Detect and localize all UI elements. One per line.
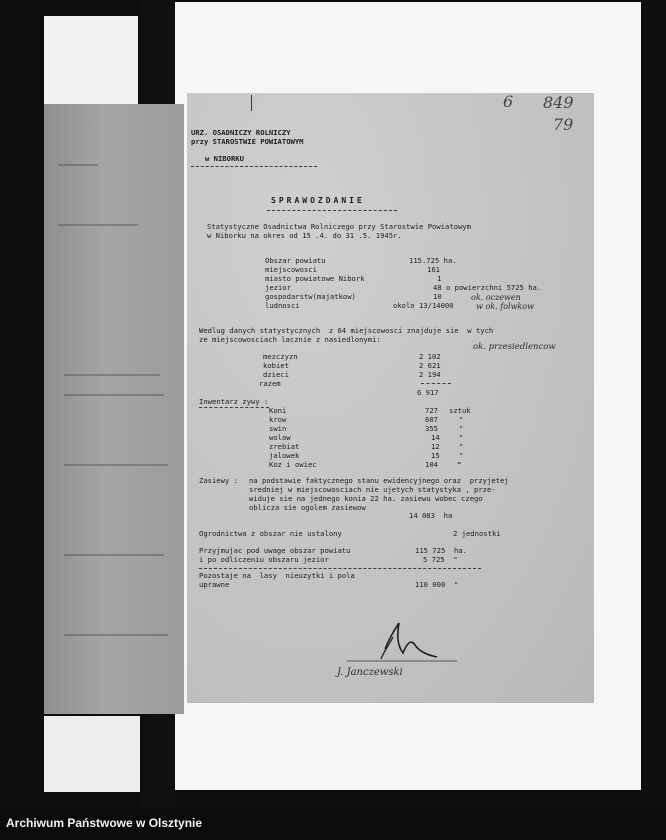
header-line-3: w NIBORKU — [205, 154, 244, 163]
livestock-unit: " — [459, 424, 464, 433]
population-intro-line-1: Wedlug danych statystycznych z 64 miejscowosci znajduje sie w tych — [199, 326, 494, 335]
livestock-value: 15 — [431, 451, 440, 460]
livestock-label: zrebiat — [269, 442, 300, 451]
livestock-unit: " — [457, 460, 462, 469]
stats-label: miejscowosci — [265, 265, 317, 274]
stats-label: Obszar powiatu — [265, 256, 326, 265]
livestock-label: jalowek — [269, 451, 300, 460]
left-sheet-bottom — [44, 716, 148, 792]
bleed-through-line — [58, 164, 98, 166]
bleed-through-line — [64, 374, 160, 376]
livestock-title: Inwentarz zywy : — [199, 397, 269, 406]
livestock-value: 607 — [425, 415, 438, 424]
signature-scribble — [337, 615, 467, 675]
archive-footer: Archiwum Państwowe w Olsztynie — [6, 816, 203, 830]
bleed-through-line — [64, 634, 168, 636]
livestock-unit: sztuk — [449, 406, 471, 415]
livestock-label: Koni — [269, 406, 287, 415]
population-label: kobiet — [263, 361, 289, 370]
header-underline — [191, 166, 317, 167]
population-value: 2 102 — [419, 352, 441, 361]
population-label: dzieci — [263, 370, 289, 379]
calc-line-2-label: i po odliczeniu obszaru jezior — [199, 555, 329, 564]
calc-line-1-value: 115 725 ha. — [415, 546, 467, 555]
stats-value: 1 — [437, 274, 442, 283]
sowing-line-4: oblicza sie ogolem zasiewow — [249, 503, 366, 512]
stats-value: 115.725 ha. — [409, 256, 457, 265]
sowing-line-2: sredniej w miejscowosciach nie ujetych statystyka , prze- — [249, 485, 496, 494]
livestock-label: swin — [269, 424, 287, 433]
header-line-1: URZ. OSADNICZY ROLNICZY — [191, 128, 291, 137]
sowing-line-1: na podstawie faktycznego stanu ewidencyjnego oraz przyjetej — [249, 476, 509, 485]
document-title: SPRAWOZDANIE — [271, 196, 365, 205]
population-handwritten-note: ok. przesiedlencow — [473, 342, 556, 352]
folio-number-a: 6 — [503, 92, 514, 111]
population-sum-line — [421, 383, 451, 384]
bleed-through-line — [58, 224, 138, 226]
livestock-value: 355 — [425, 424, 438, 433]
livestock-label: Koz i owiec — [269, 460, 317, 469]
stats-label: ludnosci — [265, 301, 300, 310]
livestock-unit: " — [459, 451, 464, 460]
livestock-value: 12 — [431, 442, 440, 451]
calc-line-3-label: Pozostaje na lasy nieuzytki i pola — [199, 571, 355, 580]
population-label: mezczyzn — [263, 352, 298, 361]
population-label: razem — [259, 379, 281, 388]
calc-line-1-label: Przyjmujac pod uwage obszar powiatu — [199, 546, 351, 555]
header-line-2: przy STAROSTWIE POWIATOWYM — [191, 137, 304, 146]
title-underline — [267, 210, 397, 211]
intro-line-2: w Niborku na okres od 15 .4. do 31 .5. 1945r. — [207, 231, 402, 240]
population-total: 6 917 — [417, 388, 439, 397]
pencil-mark — [251, 95, 252, 111]
gardens-value: 2 jednostki — [453, 529, 501, 538]
intro-line-1: Statystyczne Osadnictwa Rolniczego przy Starostwie Powiatowym — [207, 222, 471, 231]
livestock-label: krow — [269, 415, 287, 424]
stats-value: okolo 13/14000 — [393, 301, 454, 310]
population-intro-line-2: ze miejscowosciach lacznie z nasiedlonymi: — [199, 335, 381, 344]
stats-value: 161 — [427, 265, 440, 274]
document-page — [187, 93, 594, 703]
folio-number-c: 79 — [553, 115, 574, 134]
bleed-through-line — [64, 394, 164, 396]
calc-line-4-label: uprawne — [199, 580, 230, 589]
stats-label: gospodarstw(majatkow) — [265, 292, 356, 301]
folio-number-b: 849 — [543, 93, 574, 112]
left-sheet-top — [44, 16, 138, 104]
livestock-label: wolow — [269, 433, 291, 442]
calc-line-2-value: 5 725 " — [423, 555, 458, 564]
stats-value: 10 — [433, 292, 442, 301]
sowing-total: 14 083 ha — [409, 511, 453, 520]
stats-handwritten-note: ok. oczewen w ok. folwkow — [471, 293, 534, 311]
livestock-title-underline — [199, 407, 269, 408]
bleed-through-line — [64, 554, 164, 556]
livestock-unit: " — [459, 442, 464, 451]
signature-name: J. Janczewski — [337, 667, 403, 678]
bleed-through-line — [64, 464, 168, 466]
livestock-value: 104 — [425, 460, 438, 469]
stats-value: 48 o powierzchni 5725 ha. — [433, 283, 542, 292]
livestock-value: 727 — [425, 406, 438, 415]
sowing-label: Zasiewy : — [199, 476, 238, 485]
gardens-label: Ogrodnictwa z obszar nie ustalony — [199, 529, 342, 538]
population-value: 2 621 — [419, 361, 441, 370]
calc-separator — [199, 568, 481, 569]
livestock-unit: " — [459, 415, 464, 424]
folder-cover — [44, 104, 184, 714]
stats-label: miasto powiatowe Nibork — [265, 274, 365, 283]
stats-label: jezior — [265, 283, 291, 292]
sowing-line-3: widuje sie na jednego konia 22 ha. zasiewu wobec czego — [249, 494, 483, 503]
livestock-value: 14 — [431, 433, 440, 442]
calc-line-3-value: 110 000 " — [415, 580, 459, 589]
population-value: 2 194 — [419, 370, 441, 379]
livestock-unit: " — [459, 433, 464, 442]
